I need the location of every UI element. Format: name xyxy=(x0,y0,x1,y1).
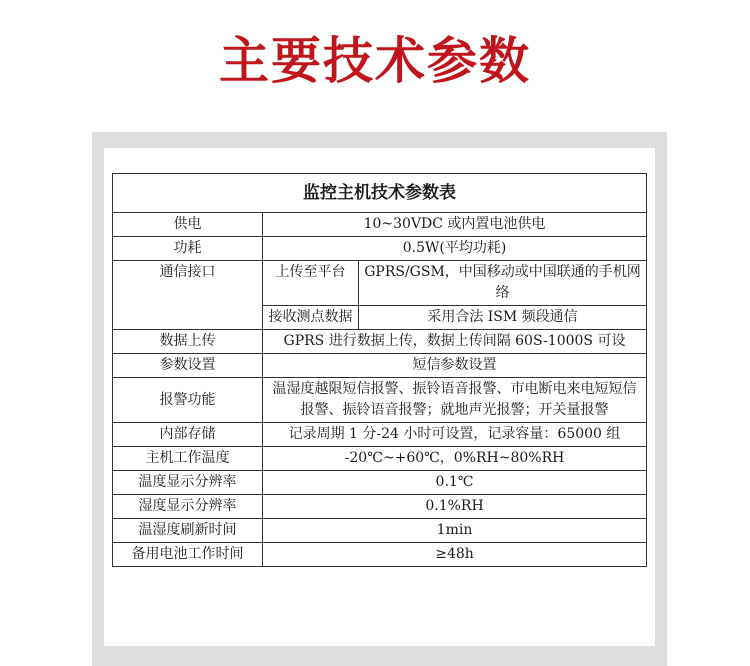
table-row xyxy=(113,237,647,261)
row-value-refresh: 1min xyxy=(263,519,647,543)
table-row xyxy=(113,447,647,471)
row-value-battery: ≥48h xyxy=(263,543,647,567)
row-label-hum-res: 湿度显示分辨率 xyxy=(113,495,263,519)
table-row xyxy=(113,330,647,354)
sub-label-receive: 接收测点数据 xyxy=(263,306,359,330)
table-row xyxy=(113,378,647,423)
table-row xyxy=(113,471,647,495)
table-row xyxy=(113,261,647,306)
sub-label-upload: 上传至平台 xyxy=(263,261,359,306)
row-label-storage: 内部存储 xyxy=(113,423,263,447)
row-label-power: 供电 xyxy=(113,213,263,237)
page-title: 主要技术参数 xyxy=(219,32,531,90)
table-row xyxy=(113,519,647,543)
row-value-temp-res: 0.1℃ xyxy=(263,471,647,495)
row-value-param-setting: 短信参数设置 xyxy=(263,354,647,378)
table-row xyxy=(113,423,647,447)
row-label-param-setting: 参数设置 xyxy=(113,354,263,378)
row-value-power: 10~30VDC 或内置电池供电 xyxy=(263,213,647,237)
row-label-refresh: 温湿度刷新时间 xyxy=(113,519,263,543)
row-value-alarm: 温湿度越限短信报警、振铃语音报警、市电断电来电短短信报警、振铃语音报警；就地声光报警；开关量报警 xyxy=(263,378,647,423)
row-value-consumption: 0.5W(平均功耗) xyxy=(263,237,647,261)
row-value-data-upload: GPRS 进行数据上传，数据上传间隔 60S-1000S 可设 xyxy=(263,330,647,354)
table-caption-row xyxy=(113,174,647,213)
spec-table xyxy=(112,173,647,567)
row-label-consumption: 功耗 xyxy=(113,237,263,261)
row-label-work-temp: 主机工作温度 xyxy=(113,447,263,471)
table-row xyxy=(113,213,647,237)
row-label-comm: 通信接口 xyxy=(113,261,263,330)
table-row xyxy=(113,354,647,378)
table-row xyxy=(113,543,647,567)
row-value-hum-res: 0.1%RH xyxy=(263,495,647,519)
row-label-temp-res: 温度显示分辨率 xyxy=(113,471,263,495)
row-label-battery: 备用电池工作时间 xyxy=(113,543,263,567)
table-row xyxy=(113,495,647,519)
row-value-work-temp: -20℃~+60℃，0%RH~80%RH xyxy=(263,447,647,471)
sub-value-upload: GPRS/GSM，中国移动或中国联通的手机网络 xyxy=(359,261,647,306)
table-caption: 监控主机技术参数表 xyxy=(113,174,647,213)
sub-value-receive: 采用合法 ISM 频段通信 xyxy=(359,306,647,330)
row-label-data-upload: 数据上传 xyxy=(113,330,263,354)
row-label-alarm: 报警功能 xyxy=(113,378,263,423)
row-value-storage: 记录周期 1 分-24 小时可设置，记录容量：65000 组 xyxy=(263,423,647,447)
